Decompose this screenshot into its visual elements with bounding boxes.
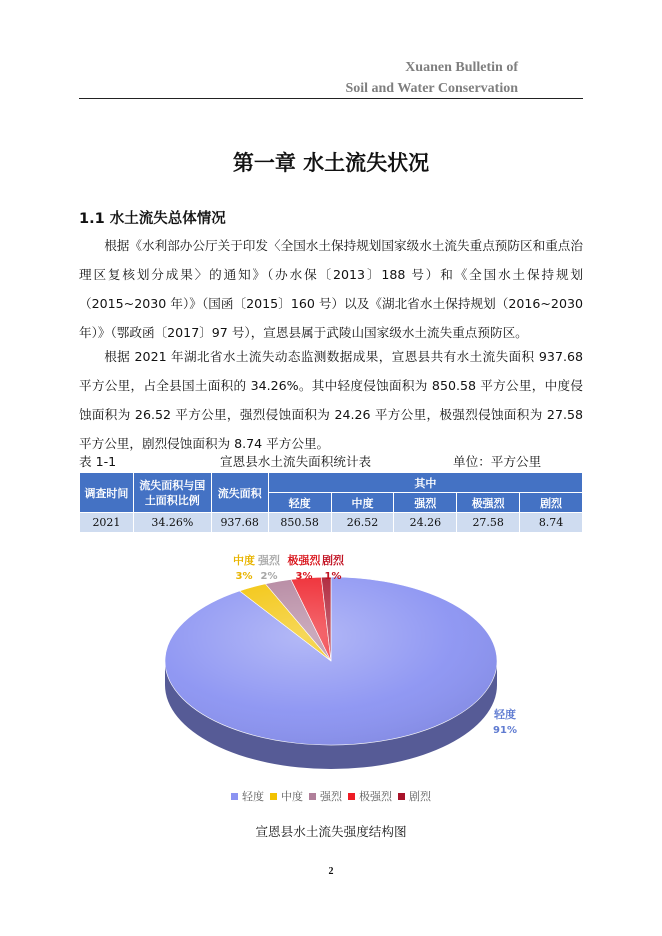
chapter-title: 第一章 水土流失状况 [232, 151, 430, 175]
pie-tops [165, 577, 497, 745]
cell-area: 937.68 [211, 513, 268, 533]
legend-item-中度 [270, 788, 303, 804]
pie-highlight [165, 577, 497, 745]
header-year: 调查时间 [80, 473, 134, 513]
pie-label-强烈: 强烈 [258, 554, 280, 567]
table-caption [79, 451, 583, 471]
legend-label: 轻度 [242, 790, 264, 803]
legend-swatch [270, 793, 277, 800]
table-number: 表 1-1 [79, 454, 117, 469]
erosion-pie-chart [0, 540, 662, 820]
legend-label: 强烈 [320, 790, 342, 803]
header-line-1: Xuanen Bulletin of [405, 60, 518, 75]
legend-label: 中度 [281, 790, 303, 803]
pie-percent-极强烈: 3% [295, 571, 313, 582]
table-row [80, 513, 583, 533]
header-group: 其中 [268, 473, 582, 493]
cell-very-strong: 27.58 [457, 513, 520, 533]
legend-item-强烈 [309, 788, 342, 804]
pie-percent-轻度: 91% [493, 725, 517, 736]
header-area: 流失面积 [211, 473, 268, 513]
cell-severe: 8.74 [520, 513, 583, 533]
legend-swatch [348, 793, 355, 800]
pie-percent-强烈: 2% [260, 571, 278, 582]
header-rule [79, 98, 583, 99]
pie-label-轻度: 轻度 [494, 708, 516, 721]
header-light: 轻度 [268, 493, 331, 513]
legend-item-极强烈 [348, 788, 392, 804]
legend-item-剧烈 [398, 788, 431, 804]
legend-swatch [231, 793, 238, 800]
header-strong: 强烈 [394, 493, 457, 513]
table-title: 宣恩县水土流失面积统计表 [220, 454, 372, 469]
pie-label-剧烈: 剧烈 [322, 554, 344, 567]
header-severe: 剧烈 [520, 493, 583, 513]
page-number: 2 [328, 866, 334, 877]
table-unit: 单位：平方公里 [453, 454, 542, 469]
header-moderate: 中度 [331, 493, 394, 513]
paragraph-1: 根据《水利部办公厅关于印发〈全国水土保持规划国家级水土流失重点预防区和重点治理区复核划分成果〉的通知》（办水保〔2013〕188 号）和《全国水土保持规划（2015~2030 年）》（国函〔2015〕160 号）以及《湖北省水土保持规划（2016~2030年）》（鄂政函〔2017〕97 号），宣恩县属于武陵山国家级水土流失重点预防区。 [79, 238, 583, 340]
pie-percent-中度: 3% [235, 571, 253, 582]
cell-light: 850.58 [268, 513, 331, 533]
pie-percent-剧烈: 1% [324, 571, 342, 582]
paragraph-2: 根据 2021 年湖北省水土流失动态监测数据成果，宣恩县共有水土流失面积 937.68 平方公里，占全县国土面积的 34.26%。其中轻度侵蚀面积为 850.58 平方公里，中度侵蚀面积为 26.52 平方公里，强烈侵蚀面积为 24.26 平方公里，极强烈侵蚀面积为 27.58 平方公里，剧烈侵蚀面积为 8.74 平方公里。 [79, 349, 583, 451]
cell-year: 2021 [80, 513, 134, 533]
cell-moderate: 26.52 [331, 513, 394, 533]
section-heading: 1.1 水土流失总体情况 [79, 211, 226, 227]
cell-ratio: 34.26% [133, 513, 211, 533]
header-ratio: 流失面积与国土面积比例 [133, 473, 211, 513]
erosion-stats-table [79, 472, 583, 533]
pie-label-极强烈: 极强烈 [287, 554, 321, 567]
figure-caption: 宣恩县水土流失强度结构图 [255, 824, 407, 839]
legend-item-轻度 [231, 788, 264, 804]
pie-label-中度: 中度 [233, 554, 255, 567]
chart-legend [0, 788, 662, 804]
legend-label: 剧烈 [409, 790, 431, 803]
legend-label: 极强烈 [359, 790, 392, 803]
header-very-strong: 极强烈 [457, 493, 520, 513]
legend-swatch [398, 793, 405, 800]
header-line-2: Soil and Water Conservation [345, 81, 518, 96]
cell-strong: 24.26 [394, 513, 457, 533]
legend-swatch [309, 793, 316, 800]
